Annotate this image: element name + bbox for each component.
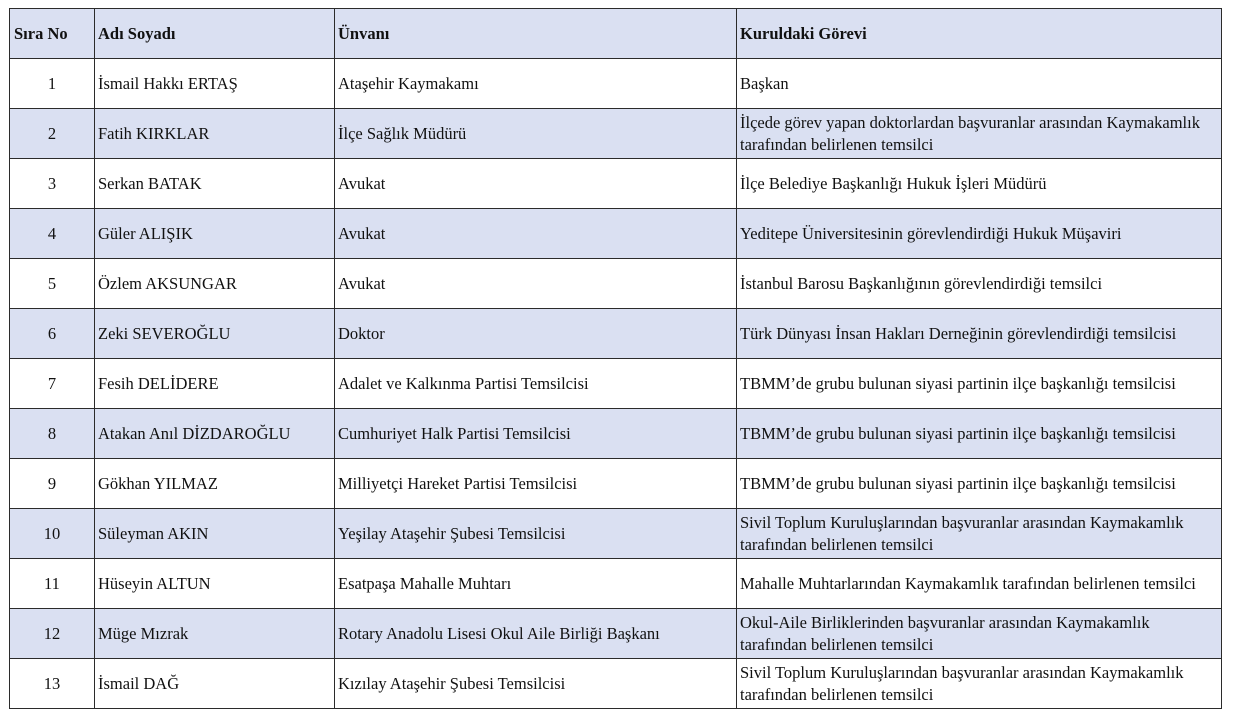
title-cell: Esatpaşa Mahalle Muhtarı bbox=[335, 559, 737, 609]
title-cell: Adalet ve Kalkınma Partisi Temsilcisi bbox=[335, 359, 737, 409]
duty-cell: Sivil Toplum Kuruluşlarından başvuranlar arasından Kaymakamlık tarafından belirlenen temsilci bbox=[737, 659, 1222, 709]
title-cell: Avukat bbox=[335, 209, 737, 259]
row-number-cell: 13 bbox=[10, 659, 95, 709]
duty-cell: TBMM’de grubu bulunan siyasi partinin ilçe başkanlığı temsilcisi bbox=[737, 409, 1222, 459]
title-cell: Kızılay Ataşehir Şubesi Temsilcisi bbox=[335, 659, 737, 709]
table-row bbox=[10, 109, 1222, 159]
row-number-cell: 10 bbox=[10, 509, 95, 559]
row-number-cell: 4 bbox=[10, 209, 95, 259]
row-number-cell: 7 bbox=[10, 359, 95, 409]
name-cell: Süleyman AKIN bbox=[95, 509, 335, 559]
title-cell: Yeşilay Ataşehir Şubesi Temsilcisi bbox=[335, 509, 737, 559]
name-cell: Gökhan YILMAZ bbox=[95, 459, 335, 509]
name-cell: Fatih KIRKLAR bbox=[95, 109, 335, 159]
duty-cell: İstanbul Barosu Başkanlığının görevlendirdiği temsilci bbox=[737, 259, 1222, 309]
duty-cell: Okul-Aile Birliklerinden başvuranlar arasından Kaymakamlık tarafından belirlenen temsilci bbox=[737, 609, 1222, 659]
duty-cell: TBMM’de grubu bulunan siyasi partinin ilçe başkanlığı temsilcisi bbox=[737, 359, 1222, 409]
table-row bbox=[10, 209, 1222, 259]
table-row bbox=[10, 159, 1222, 209]
title-cell: Rotary Anadolu Lisesi Okul Aile Birliği Başkanı bbox=[335, 609, 737, 659]
row-number-cell: 1 bbox=[10, 59, 95, 109]
duty-cell: Sivil Toplum Kuruluşlarından başvuranlar arasından Kaymakamlık tarafından belirlenen temsilci bbox=[737, 509, 1222, 559]
table-row bbox=[10, 609, 1222, 659]
table-row bbox=[10, 409, 1222, 459]
name-cell: Hüseyin ALTUN bbox=[95, 559, 335, 609]
table-body bbox=[10, 59, 1222, 709]
row-number-cell: 12 bbox=[10, 609, 95, 659]
header-unvani: Ünvanı bbox=[335, 9, 737, 59]
committee-members-table bbox=[9, 8, 1222, 709]
title-cell: Avukat bbox=[335, 159, 737, 209]
duty-cell: Türk Dünyası İnsan Hakları Derneğinin görevlendirdiği temsilcisi bbox=[737, 309, 1222, 359]
table-row bbox=[10, 509, 1222, 559]
name-cell: Atakan Anıl DİZDAROĞLU bbox=[95, 409, 335, 459]
row-number-cell: 11 bbox=[10, 559, 95, 609]
row-number-cell: 9 bbox=[10, 459, 95, 509]
table-row bbox=[10, 309, 1222, 359]
row-number-cell: 6 bbox=[10, 309, 95, 359]
duty-cell: Mahalle Muhtarlarından Kaymakamlık tarafından belirlenen temsilci bbox=[737, 559, 1222, 609]
name-cell: Fesih DELİDERE bbox=[95, 359, 335, 409]
duty-cell: İlçe Belediye Başkanlığı Hukuk İşleri Müdürü bbox=[737, 159, 1222, 209]
table-row bbox=[10, 459, 1222, 509]
title-cell: Avukat bbox=[335, 259, 737, 309]
duty-cell: İlçede görev yapan doktorlardan başvuranlar arasından Kaymakamlık tarafından belirlenen temsilci bbox=[737, 109, 1222, 159]
header-adi-soyadi: Adı Soyadı bbox=[95, 9, 335, 59]
row-number-cell: 3 bbox=[10, 159, 95, 209]
table-header bbox=[10, 9, 1222, 59]
table-row bbox=[10, 659, 1222, 709]
title-cell: Ataşehir Kaymakamı bbox=[335, 59, 737, 109]
table-row bbox=[10, 59, 1222, 109]
name-cell: İsmail Hakkı ERTAŞ bbox=[95, 59, 335, 109]
name-cell: Müge Mızrak bbox=[95, 609, 335, 659]
row-number-cell: 5 bbox=[10, 259, 95, 309]
name-cell: Serkan BATAK bbox=[95, 159, 335, 209]
header-sira-no: Sıra No bbox=[10, 9, 95, 59]
title-cell: İlçe Sağlık Müdürü bbox=[335, 109, 737, 159]
duty-cell: TBMM’de grubu bulunan siyasi partinin ilçe başkanlığı temsilcisi bbox=[737, 459, 1222, 509]
duty-cell: Yeditepe Üniversitesinin görevlendirdiği Hukuk Müşaviri bbox=[737, 209, 1222, 259]
name-cell: Güler ALIŞIK bbox=[95, 209, 335, 259]
name-cell: Zeki SEVEROĞLU bbox=[95, 309, 335, 359]
title-cell: Doktor bbox=[335, 309, 737, 359]
name-cell: Özlem AKSUNGAR bbox=[95, 259, 335, 309]
table-row bbox=[10, 359, 1222, 409]
title-cell: Milliyetçi Hareket Partisi Temsilcisi bbox=[335, 459, 737, 509]
name-cell: İsmail DAĞ bbox=[95, 659, 335, 709]
table-row bbox=[10, 259, 1222, 309]
header-kuruldaki-gorevi: Kuruldaki Görevi bbox=[737, 9, 1222, 59]
row-number-cell: 2 bbox=[10, 109, 95, 159]
header-row bbox=[10, 9, 1222, 59]
duty-cell: Başkan bbox=[737, 59, 1222, 109]
row-number-cell: 8 bbox=[10, 409, 95, 459]
table-row bbox=[10, 559, 1222, 609]
title-cell: Cumhuriyet Halk Partisi Temsilcisi bbox=[335, 409, 737, 459]
